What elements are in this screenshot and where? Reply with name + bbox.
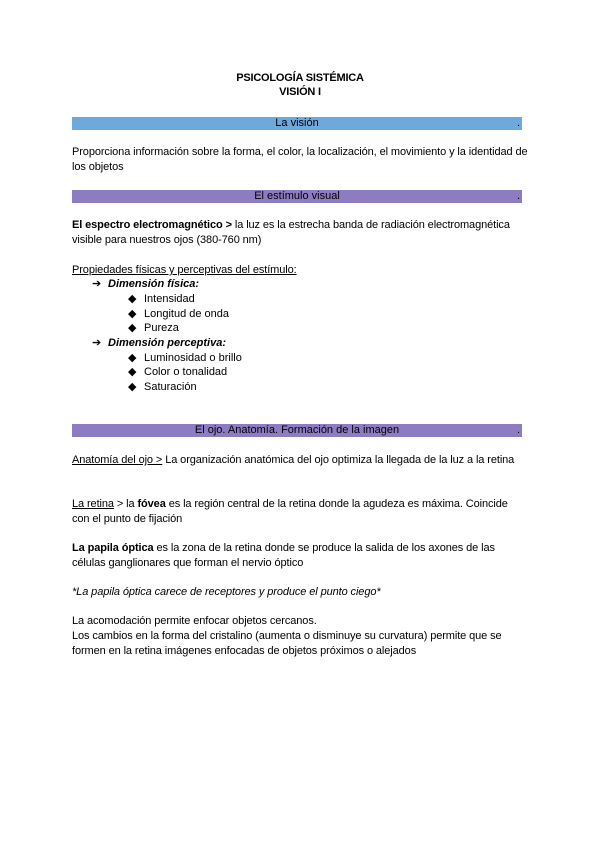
document-subtitle: VISIÓN I xyxy=(279,86,321,98)
diamond-bullet-icon: ◆ xyxy=(128,366,137,378)
propiedades-heading: Propiedades físicas y perceptivas del estímulo: xyxy=(72,264,297,276)
retina-text: es la región central de la retina donde la agudeza es máxima. Coincide con el punto de fijación xyxy=(72,498,508,525)
diamond-bullet-icon: ◆ xyxy=(128,351,137,364)
dimension-label: Dimensión física: xyxy=(108,278,200,290)
retina-term: La retina xyxy=(72,498,114,510)
diamond-bullet-icon: ◆ xyxy=(128,322,137,334)
acomodacion-line1: La acomodación permite enfocar objetos cercanos. xyxy=(72,615,317,627)
vision-description: Proporciona información sobre la forma, el color, la localización, el movimiento y la identidad de los objetos xyxy=(72,146,528,173)
diamond-bullet-icon: ◆ xyxy=(128,307,137,320)
arrow-icon: ➔ xyxy=(92,278,102,290)
section-title: La visión xyxy=(275,117,319,129)
papila-paragraph xyxy=(72,541,528,571)
acomodacion-line2: Los cambios en la forma del cristalino (aumenta o disminuye su curvatura) permite que se formen en la retina imágenes enfocadas de objetos próximos o alejados xyxy=(72,630,502,657)
papila-term: La papila óptica xyxy=(72,542,154,554)
list-item: ◆ Saturación xyxy=(128,380,197,393)
section-header-ojo xyxy=(72,424,522,437)
list-item: ◆ Luminosidad o brillo xyxy=(128,351,242,364)
section-header-estimulo xyxy=(72,190,522,203)
list-item: ◆ Intensidad xyxy=(128,293,195,305)
dimension-fisica-item xyxy=(92,277,199,292)
list-item: ◆ Pureza xyxy=(128,322,179,334)
anatomia-paragraph xyxy=(72,453,528,468)
espectro-text: la luz es la estrecha banda de radiación electromagnética visible para nuestros ojos (380-760 nm) xyxy=(72,219,510,246)
arrow-icon: ➔ xyxy=(92,337,102,349)
dimension-perceptiva-item xyxy=(92,336,226,351)
section-trail: . xyxy=(516,117,520,129)
anatomia-text: La organización anatómica del ojo optimiza la llegada de la luz a la retina xyxy=(162,454,515,466)
espectro-term: El espectro electromagnético > xyxy=(72,219,232,231)
diamond-bullet-icon: ◆ xyxy=(128,293,137,305)
section-trail: . xyxy=(516,424,520,436)
fovea-term: fóvea xyxy=(137,498,166,510)
espectro-paragraph xyxy=(72,218,528,248)
list-item: ◆ Color o tonalidad xyxy=(128,366,228,378)
list-item: ◆ Longitud de onda xyxy=(128,307,230,320)
section-header-vision xyxy=(72,117,522,130)
papila-note: *La papila óptica carece de receptores y produce el punto ciego* xyxy=(72,586,381,598)
anatomia-term: Anatomía del ojo > xyxy=(72,454,163,466)
papila-text: es la zona de la retina donde se produce la salida de los axones de las células ganglionares que forman el nervio óptico xyxy=(72,542,495,569)
retina-paragraph: La retina > la fóvea es la región central de la retina donde la agudeza es máxima. Coincide con el punto de fijación xyxy=(72,498,508,525)
dimension-label: Dimensión perceptiva: xyxy=(108,337,226,349)
section-title: El ojo. Anatomía. Formación de la imagen xyxy=(194,424,400,436)
section-title: El estímulo visual xyxy=(254,190,340,202)
section-trail: . xyxy=(516,190,520,202)
document-title: PSICOLOGÍA SISTÉMICA xyxy=(236,72,364,84)
diamond-bullet-icon: ◆ xyxy=(128,380,137,393)
